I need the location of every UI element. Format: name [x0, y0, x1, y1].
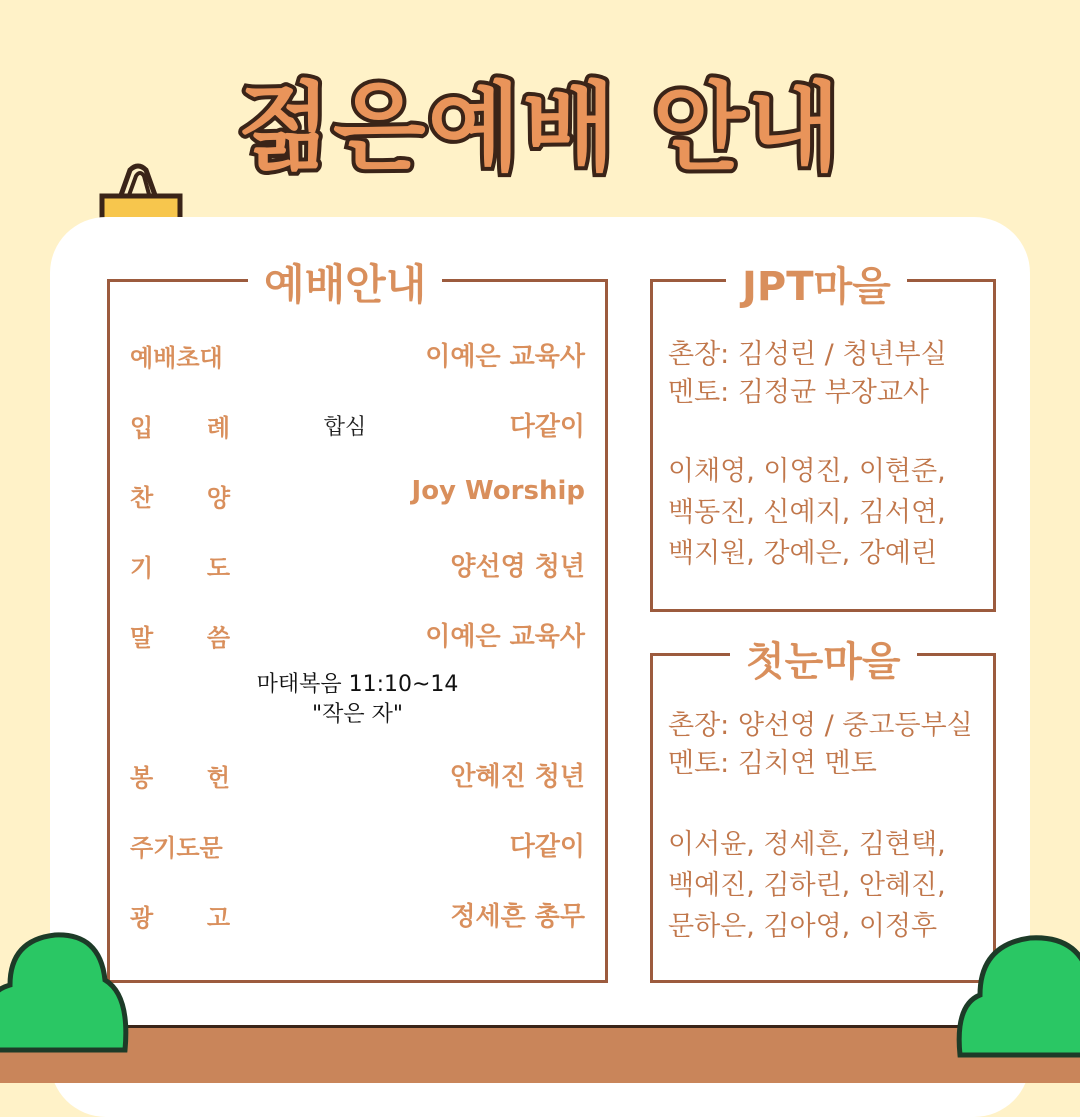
- service-row-leader: 안혜진 청년: [450, 762, 585, 792]
- service-row-label: [130, 548, 230, 583]
- service-row-leader: Joy Worship: [411, 476, 585, 506]
- jpt-member-line: 백동진, 신예지, 김서연,: [668, 497, 946, 528]
- cheotnun-heading: 첫눈마을: [730, 630, 917, 687]
- service-row-label-char: 고: [206, 904, 230, 932]
- jpt-member-line: 백지원, 강예은, 강예린: [668, 538, 938, 569]
- service-row-label: [130, 898, 230, 933]
- service-row-label-char: 말: [130, 624, 154, 652]
- bush-left: [0, 905, 130, 1055]
- service-row-label-char: 봉: [130, 764, 154, 792]
- jpt-member-line: 이채영, 이영진, 이현준,: [668, 456, 946, 487]
- service-row-label-char: 광: [130, 904, 154, 932]
- ground: [0, 1025, 1080, 1083]
- service-row-label: 예배초대: [130, 344, 223, 372]
- service-row-leader: 양선영 청년: [450, 552, 585, 582]
- cheotnun-member-line: 문하은, 김아영, 이정후: [668, 911, 938, 942]
- jpt-mentor: 멘토: 김정균 부장교사: [668, 377, 929, 408]
- service-row-label: 주기도문: [130, 834, 223, 862]
- cheotnun-mentor: 멘토: 김치연 멘토: [668, 748, 877, 779]
- service-row-label: [130, 408, 230, 443]
- service-heading: 예배안내: [248, 252, 442, 312]
- service-row-label-char: 헌: [206, 764, 230, 792]
- service-row-label-char: 씀: [206, 624, 230, 652]
- service-row-label-char: 입: [130, 414, 154, 442]
- cheotnun-member-line: 백예진, 김하린, 안혜진,: [668, 870, 946, 901]
- cheotnun-leader: 촌장: 양선영 / 중고등부실: [668, 710, 973, 741]
- jpt-leader: 촌장: 김성린 / 청년부실: [668, 339, 947, 370]
- service-row-label-char: 기: [130, 554, 154, 582]
- service-row-leader: 이예은 교육사: [425, 622, 585, 652]
- service-row-label-char: 찬: [130, 484, 154, 512]
- service-row-label-char: 도: [206, 554, 230, 582]
- service-row-label: [130, 758, 230, 793]
- service-row-label-char: 양: [206, 484, 230, 512]
- service-row-label: [130, 478, 230, 513]
- scripture-title: "작은 자": [312, 702, 403, 727]
- page-title: 젊은예배 안내: [238, 72, 842, 184]
- service-row-leader: 정세흔 총무: [450, 902, 585, 932]
- scripture-reference: 마태복음 11:10~14: [256, 672, 459, 697]
- cheotnun-member-line: 이서윤, 정세흔, 김현택,: [668, 829, 946, 860]
- service-row-leader: 이예은 교육사: [425, 342, 585, 372]
- service-row-label-char: 례: [206, 414, 230, 442]
- service-row-label: [130, 618, 230, 653]
- jpt-heading: JPT마을: [726, 255, 907, 312]
- bush-right: [955, 910, 1080, 1060]
- service-row-leader: 다같이: [509, 832, 585, 862]
- service-row-leader: 다같이: [509, 412, 585, 442]
- service-row-middle: 합심: [323, 415, 367, 440]
